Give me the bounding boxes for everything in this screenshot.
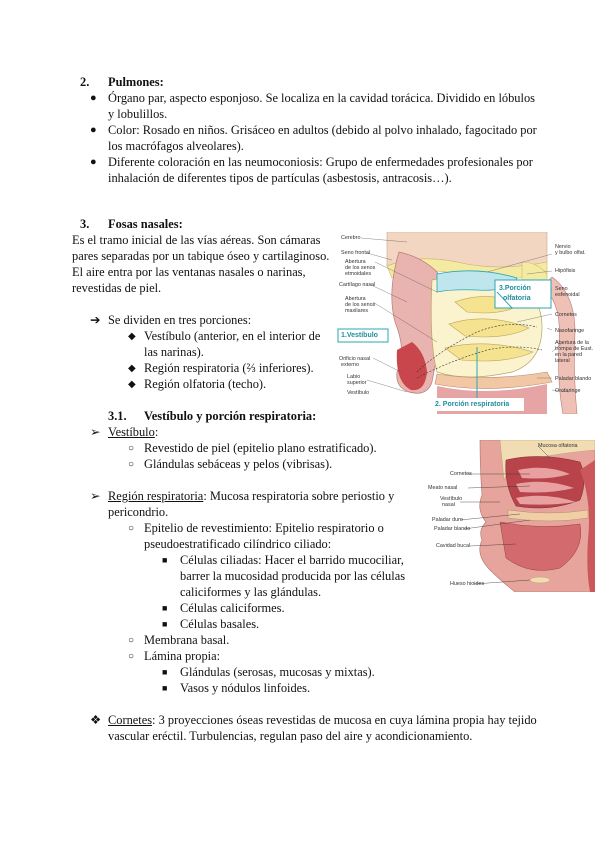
diamond-bullet-icon: ◆	[128, 379, 136, 390]
fig2-label: nasal	[442, 502, 455, 508]
fig1-label: lateral	[555, 358, 570, 364]
membrana-basal: Membrana basal.	[144, 633, 230, 647]
fig1-label: etmoidales	[345, 271, 372, 277]
square-bullet-icon: ■	[162, 603, 168, 613]
fig1-label: Orofaringe	[555, 388, 581, 394]
lungs-bullet-1-line-2: y lobulillos.	[108, 107, 168, 121]
vestibulo-label: Vestíbulo	[108, 425, 155, 439]
region-rest-1: : Mucosa respiratoria sobre periostio y	[203, 489, 395, 503]
fig1-label: trompa de Eust.	[555, 346, 594, 352]
four-petal-bullet-icon: ❖	[90, 713, 102, 727]
cornetes-line-2: vascular eréctil. Turbulencias, regulan paso del aire y acondicionamiento.	[108, 729, 473, 743]
cornetes-label: Cornetes	[108, 713, 153, 727]
portion-2: Región respiratoria (⅔ inferiores).	[144, 361, 314, 375]
vestibulo-item-2: Glándulas sebáceas y pelos (vibrisas).	[144, 457, 333, 471]
fig1-label: Cornetes	[555, 312, 577, 318]
fig1-label: de los senos	[345, 302, 376, 308]
fig2-label: Paladar duro	[432, 517, 463, 523]
square-bullet-icon: ■	[162, 555, 168, 565]
cell-3: Células basales.	[180, 617, 260, 631]
fig1-label: y bulbo olfat.	[555, 250, 586, 256]
fig1-label: externo	[341, 362, 359, 368]
fig1-label: maxilares	[345, 308, 369, 314]
arrowhead-bullet-icon: ➢	[90, 425, 101, 439]
fig1-label: Abertura de la	[555, 340, 589, 346]
cornetes-rest: : 3 proyecciones óseas revestidas de mucosa en cuya lámina propia hay tejido	[152, 713, 537, 727]
fig1-label: superior	[347, 380, 367, 386]
section-3-title: Fosas nasales:	[108, 217, 183, 231]
intro-line-1: Es el tramo inicial de las vías aéreas. Son cámaras	[72, 233, 321, 247]
fig1-label: Nasofaringe	[555, 328, 585, 334]
lungs-bullet-2-line-2: los macrófagos alveolares).	[108, 139, 244, 153]
section-3-number: 3.	[80, 217, 90, 231]
square-bullet-icon: ■	[162, 667, 168, 677]
fig1-label: Cerebro	[341, 235, 361, 241]
diamond-bullet-icon: ◆	[128, 363, 136, 374]
tag-olfatoria-2: olfatoria	[503, 295, 531, 302]
diamond-bullet-icon: ◆	[128, 331, 136, 342]
lamina-propia: Lámina propia:	[144, 649, 221, 663]
vestibulo-heading	[108, 424, 158, 441]
bullet-icon: ●	[90, 156, 97, 168]
circle-bullet-icon: ○	[128, 443, 135, 454]
fig1-label: esfenoidal	[555, 292, 580, 298]
circle-bullet-icon: ○	[128, 523, 135, 534]
square-bullet-icon: ■	[162, 619, 168, 629]
vestibulo-colon: :	[154, 425, 159, 439]
region-heading-line-2: pericondrio.	[108, 505, 169, 519]
tag-olfatoria-1: 3.Porción	[499, 285, 531, 292]
portion-1-line-1: Vestíbulo (anterior, en el interior de	[144, 329, 321, 343]
lungs-bullet-1-line-1: Órgano par, aspecto esponjoso. Se localiza en la cavidad torácica. Dividido en lóbulos	[108, 91, 535, 105]
intro-line-4: revestidas de piel.	[72, 281, 162, 295]
cornetes-line-1	[108, 712, 537, 729]
fig1-label: Seno	[555, 286, 568, 292]
lamina-item-1: Glándulas (serosas, mucosas y mixtas).	[180, 665, 375, 679]
fig1-label: de los senos	[345, 265, 376, 271]
fig1-label: Hipófisis	[555, 268, 576, 274]
cell-1-line-1: Células ciliadas: Hacer el barrido mucociliar,	[180, 553, 404, 567]
epitelio-line-2: pseudoestratificado cilíndrico ciliado:	[144, 537, 332, 551]
sagittal-head-figure	[420, 440, 595, 592]
fig1-label: Cartílago nasal	[339, 282, 376, 288]
epitelio-line-1: Epitelio de revestimiento: Epitelio respiratorio o	[144, 521, 384, 535]
lamina-item-2: Vasos y nódulos linfoides.	[180, 681, 311, 695]
fig1-label: Vestíbulo	[347, 390, 370, 396]
fig2-label: Hueso hioides	[450, 581, 485, 587]
fig1-label: Nervio	[555, 244, 571, 250]
section-2-number: 2.	[80, 75, 90, 89]
square-bullet-icon: ■	[162, 683, 168, 693]
portion-3: Región olfatoria (techo).	[144, 377, 267, 391]
fig1-label: Seno frontal	[341, 250, 371, 256]
circle-bullet-icon: ○	[128, 459, 135, 470]
nasal-cavity-figure	[337, 232, 599, 414]
fig1-label: Orificio nasal	[339, 356, 371, 362]
fig1-label: Abertura	[345, 259, 366, 265]
arrow-right-icon: ➔	[90, 313, 101, 327]
fig1-label: Abertura	[345, 296, 366, 302]
region-label: Región respiratoria	[108, 489, 204, 503]
circle-bullet-icon: ○	[128, 651, 135, 662]
intro-line-3: El aire entra por las ventanas nasales o narinas,	[72, 265, 306, 279]
portion-1-line-2: las narinas).	[144, 345, 204, 359]
bullet-icon: ●	[90, 92, 97, 104]
arrowhead-bullet-icon: ➢	[90, 489, 101, 503]
fig1-label: Labio	[347, 374, 361, 380]
region-heading-line-1	[108, 488, 394, 505]
cell-1-line-2: barrer la mucosidad producida por las células	[180, 569, 406, 583]
bullet-icon: ●	[90, 124, 97, 136]
cell-2: Células caliciformes.	[180, 601, 285, 615]
section-2-title: Pulmones:	[108, 75, 164, 89]
nasal-cavity-illustration	[337, 232, 599, 414]
fig2-label: Cavidad bucal	[436, 543, 471, 549]
fig2-label: Mucosa olfatoria	[538, 443, 578, 449]
fig1-label: Paladar blando	[555, 376, 592, 382]
sagittal-head-illustration	[420, 440, 595, 592]
fig2-label: Cornetes	[450, 471, 472, 477]
cell-1-line-3: caliciformes y las glándulas.	[180, 585, 322, 599]
fig1-label: en la pared	[555, 352, 582, 358]
lungs-bullet-3-line-1: Diferente coloración en las neumoconiosis: Grupo de enfermedades profesionales por	[108, 155, 533, 169]
fig2-label: Vestíbulo	[440, 496, 463, 502]
intro-line-2: pares separadas por un tabique óseo y cartilaginoso.	[72, 249, 330, 263]
fig2-label: Meato nasal	[428, 485, 458, 491]
tag-respiratoria: 2. Porción respiratoria	[435, 401, 510, 408]
circle-bullet-icon: ○	[128, 635, 135, 646]
section-3-1-number: 3.1.	[108, 409, 127, 423]
vestibulo-item-1: Revestido de piel (epitelio plano estratificado).	[144, 441, 377, 455]
divide-lead: Se dividen en tres porciones:	[108, 313, 252, 327]
fig2-label: Paladar blando	[434, 526, 471, 532]
section-3-1-title: Vestíbulo y porción respiratoria:	[144, 409, 317, 423]
tag-vestibulo: 1.Vestíbulo	[341, 332, 378, 339]
lungs-bullet-3-line-2: inhalación de diferentes tipos de partículas (asbestosis, antracosis…).	[108, 171, 452, 185]
lungs-bullet-2-line-1: Color: Rosado en niños. Grisáceo en adultos (debido al polvo inhalado, fagocitado por	[108, 123, 537, 137]
